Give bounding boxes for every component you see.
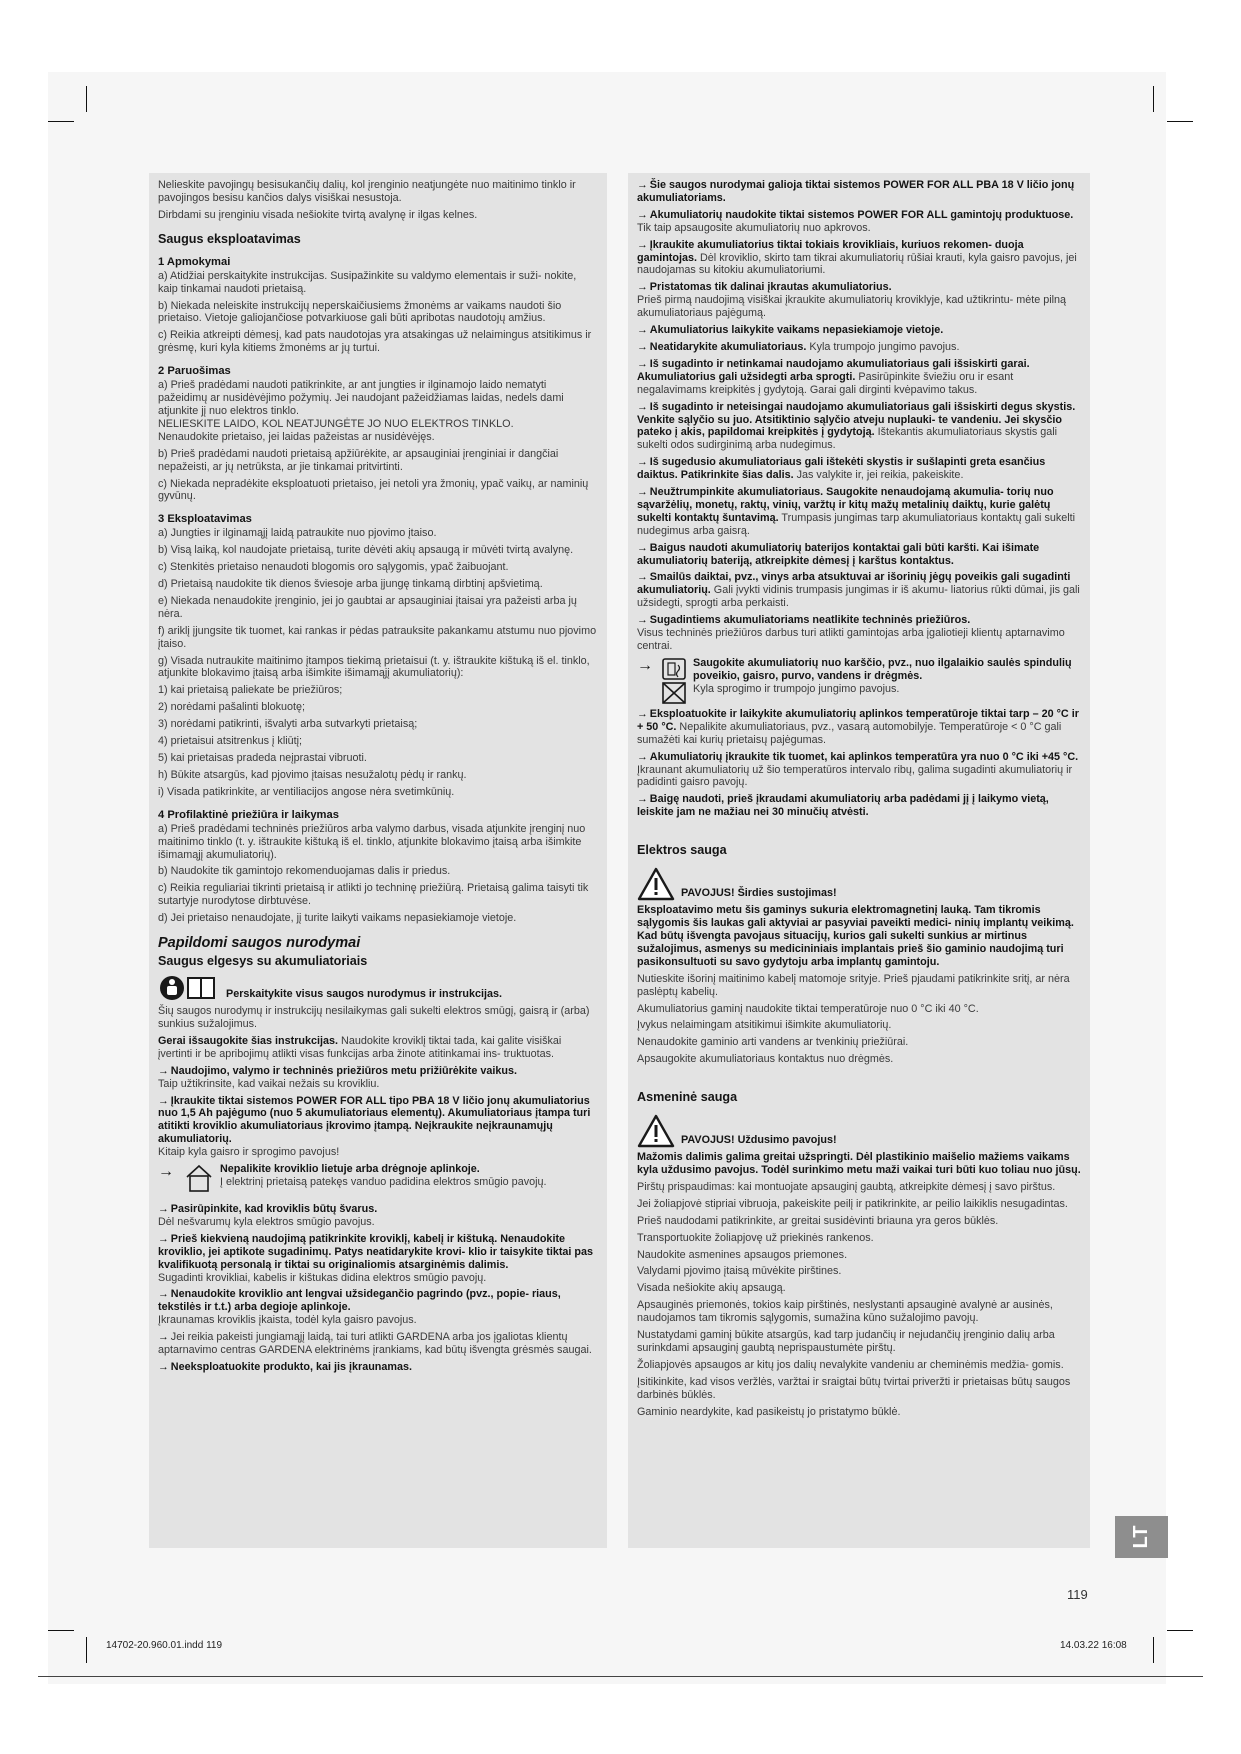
arrow-item: → Saugokite akumuliatorių nuo karščio, pvz., nuo ilgalaikio saulės spindulių poveikio, gaisro, purvo, vandens ir drėgmės. Kyla sprogimo ir trumpojo jungimo pavojus.	[637, 657, 1081, 705]
arrow-item: → Neatidarykite akumuliatoriaus. Kyla trumpojo jungimo pavojus.	[637, 340, 960, 353]
crop-mark	[1153, 86, 1154, 112]
section-title: Asmeninė sauga	[637, 1090, 738, 1105]
arrow-icon: →	[637, 750, 648, 763]
paragraph: a) Jungties ir ilginamąjį laidą patraukite nuo pjovimo įtaiso.	[158, 527, 437, 540]
paragraph: Valydami pjovimo įtaisą mūvėkite pirštines.	[637, 1265, 842, 1278]
arrow-item: → Prieš kiekvieną naudojimą patikrinkite kroviklį, kabelį ir kištuką. Nenaudokite kroviklio, jei aptikote sugadinimų. Patys neatidarykite krovi- klio ir taisykite tiktai pas kvalifikuotą personalą ir tiktai su originaliomis atsarginėmis dalimis. Sugadinti krovikliai, kabelis ir kištukas didina elektros smūgio pavojų.	[158, 1232, 594, 1284]
paragraph: a) Prieš pradėdami techninės priežiūros arba valymo darbus, visada atjunkite įrenginį nuo maitinimo tinklo (t. y. ištraukite kištuką iš el. tinklo, atjunkite blokavimo įtaisą arba išimkite išimamąjį akumuliatorių).	[158, 822, 586, 861]
paragraph: d) Jei prietaiso nenaudojate, jį turite laikyti vaikams nepasiekiamoje vietoje.	[158, 912, 517, 925]
arrow-icon: →	[637, 456, 648, 469]
paragraph: h) Būkite atsargūs, kad pjovimo įtaisas nesužalotų pėdų ir rankų.	[158, 768, 467, 781]
warning-label: PAVOJUS! Širdies sustojimas!	[681, 887, 837, 900]
paragraph: Prieš naudodami patikrinkite, ar greitai susidėvinti briauna yra geros būklės.	[637, 1214, 999, 1227]
arrow-icon: →	[637, 340, 648, 353]
arrow-item: → Naudojimo, valymo ir techninės priežiūros metu prižiūrėkite vaikus. Taip užtikrinsite, kad vaikai nežais su krovikliu.	[158, 1064, 517, 1090]
paragraph: Transportuokite žoliapjovę už priekinės rankenos.	[637, 1231, 874, 1244]
paragraph: Naudokite asmenines apsaugos priemones.	[637, 1248, 848, 1261]
crop-mark	[86, 86, 87, 112]
arrow-icon: →	[637, 179, 648, 191]
arrow-icon: →	[158, 1064, 169, 1077]
arrow-icon: →	[637, 486, 648, 499]
house-rain-icon	[184, 1163, 214, 1193]
section-title-italic: Papildomi saugos nurodymai	[158, 935, 361, 952]
arrow-icon: →	[637, 238, 648, 251]
paragraph: a) Prieš pradėdami naudoti patikrinkite, ar ant jungties ir ilginamojo laido nematyti pažeidimų ar nusidėvėjimo požymių. Jei naudojant pažeidžiamas laidas, nedels dami atjunkite jį nuo elektros tinklo.	[158, 379, 564, 417]
paragraph: f) ariklį įjungsite tik tuomet, kai rankas ir pėdas patrauksite pakankamu atstumu nuo pjovimo įtaiso.	[158, 624, 597, 650]
paragraph: Akumuliatorius gaminį naudokite tiktai temperatūroje nuo 0 °C iki 40 °C.	[637, 1002, 979, 1015]
paragraph: b) Visą laiką, kol naudojate prietaisą, turite dėvėti akių apsaugą ir mūvėti tvirtą avalynę.	[158, 544, 574, 557]
subsection-title: 3 Eksploatavimas	[158, 513, 252, 526]
arrow-item: → Smailūs daiktai, pvz., vinys arba atsuktuvai ar išorinių jėgų poveikis gali sugadinti akumuliatorių. Gali įvykti vidinis trumpasis jungimas ir iš akumu- liatorius rūkti dūmai, jis gali užsidegti, sprogti arba perkaisti.	[637, 571, 1080, 610]
list-item: 4) prietaisui atsitrenkus į kliūtį;	[158, 735, 303, 748]
paragraph: g) Visada nutraukite maitinimo įtampos tiekimą prietaisui (t. y. ištraukite kištuką iš el. tinklo, atjunkite blokavimo įtaisą arba išimkite išimamąjį akumuliatorių):	[158, 654, 590, 680]
paragraph: Gerai išsaugokite šias instrukcijas. Naudokite kroviklį tiktai tada, kai galite visiškai įvertinti ir be apribojimų atlikti visas funkcijas arba žinote atitinkamai ins- truktuotas.	[158, 1034, 562, 1060]
paragraph: Nustatydami gaminį būkite atsargūs, kad tarp judančių ir nejudančių įrenginio dalių arba surinkdami apsauginį gaubtą neprispaustumėte pirštų.	[637, 1329, 1055, 1354]
warning-row	[637, 1114, 1081, 1148]
arrow-icon: →	[158, 1203, 169, 1216]
arrow-icon: →	[158, 1361, 169, 1373]
paragraph: Jei žoliapjovė stipriai vibruoja, pakeiskite peilį ir patikrinkite, ar peilio laikiklis nesugadintas.	[637, 1197, 1068, 1210]
arrow-icon: →	[637, 400, 648, 413]
arrow-item: → Pristatomas tik dalinai įkrautas akumuliatorius. Prieš pirmą naudojimą visiškai įkraukite akumuliatorių kroviklyje, kad užtikrintu- mėte pilną akumuliatoriaus pajėgumą.	[637, 281, 1067, 320]
paragraph: Nenaudokite prietaiso, jei laidas pažeistas ar nusidėvėjęs.	[158, 430, 435, 443]
footer-file: 14702-20.960.01.indd 119	[106, 1640, 223, 1651]
paragraph: Visada nešiokite akių apsaugą.	[637, 1282, 786, 1295]
paragraph: c) Reikia reguliariai tikrinti prietaisą ir atlikti jo techninę priežiūrą. Prietaisą galima taisyti tik sutartyje nurodytose dirbtuvėse.	[158, 882, 589, 908]
arrow-item: → Jei reikia pakeisti jungiamąjį laidą, tai turi atlikti GARDENA arba jos įgaliotas klientų aptarnavimo centras GARDENA elektrinėms įrankiams, kad būtų išvengta grėsmės saugai.	[158, 1331, 592, 1357]
section-title: Saugus eksploatavimas	[158, 231, 301, 246]
arrow-icon: →	[158, 1288, 169, 1301]
arrow-item: → Įkraukite akumuliatorius tiktai tokiais krovikliais, kuriuos rekomen- duoja gamintojas. Dėl kroviklio, skirto tam tikrai akumuliatorių rūšiai krauti, kyla gaisro pavojus, jei naudojamas su kitokiu akumuliatoriumi.	[637, 238, 1077, 277]
paragraph-bold: Eksploatavimo metu šis gaminys sukuria elektromagnetinį lauką. Tam tikromis sąlygomis šis laukas gali aktyviai ar pasyviai paveikti medici- ninių implantų veikimą. Kad būtų išvengta pavojaus situacijų, kurios gali sukelti sunkius ar mirtinus sužalojimus, asmenys su medicininiais implantais prieš šio gaminio naudojimą turi pasikonsultuoti su savo gydytoju arba implantų gamintoju.	[637, 904, 1074, 968]
section-title: Elektros sauga	[637, 843, 727, 858]
warning-label: PAVOJUS! Uždusimo pavojus!	[681, 1134, 837, 1147]
arrow-icon: →	[158, 1331, 169, 1344]
arrow-item: → Nenaudokite kroviklio ant lengvai užsidegančio pagrindo (pvz., popie- riaus, tekstilės ir t.t.) arba degioje aplinkoje. Įkraunamas kroviklis įkaista, todėl kyla gaisro pavojus.	[158, 1288, 561, 1327]
paragraph: b) Niekada neleiskite instrukcijų neperskaičiusiems žmonėms ar vaikams naudoti šio prietaiso. Vietoje galiojančiose potvarkiuose gali būti apribotas naudotojų amžius.	[158, 299, 562, 325]
arrow-icon: →	[158, 1094, 169, 1107]
intro-paragraph: Nelieskite pavojingų besisukančių dalių, kol įrenginio neatjungėte nuo maitinimo tinklo ir pavojingos besisu kančios dalys visiškai nesustoja.	[158, 179, 576, 204]
paragraph: Apsaugokite akumuliatoriaus kontaktus nuo drėgmės.	[637, 1053, 894, 1066]
arrow-icon: →	[637, 281, 648, 294]
arrow-item: → Neeksploatuokite produkto, kai jis įkraunamas.	[158, 1361, 413, 1373]
section-title: Saugus elgesys su akumuliatoriais	[158, 954, 368, 969]
arrow-icon: →	[637, 541, 648, 554]
list-item: 2) norėdami pašalinti blokuotę;	[158, 701, 306, 714]
arrow-icon: →	[637, 571, 648, 584]
paragraph: Žoliapjovės apsaugos ar kitų jos dalių nevalykite vandeniu ar cheminėmis medžia- gomis.	[637, 1358, 1064, 1371]
svg-text:LT: LT	[1130, 1525, 1152, 1549]
paragraph: Gaminio neardykite, kad pasikeistų jo pristatymo būklė.	[637, 1405, 901, 1418]
arrow-item: → Įkraukite tiktai sistemos POWER FOR ALL tipo PBA 18 V ličio jonų akumuliatorius nuo 1,5 Ah pajėgumo (nuo 5 akumuliatoriaus elementų). Akumuliatoriaus įtampa turi atitikti kroviklio akumuliatoriaus įkrovimo įtampą. Neįkraukite neįkraunamųjų akumuliatorių. Kitaip kyla gaisro ir sprogimo pavojus!	[158, 1094, 591, 1159]
paragraph: b) Naudokite tik gamintojo rekomenduojamas dalis ir priedus.	[158, 865, 451, 878]
paragraph: c) Stenkitės prietaiso nenaudoti blogomis oro sąlygomis, ypač žaibuojant.	[158, 561, 509, 574]
paragraph: i) Visada patikrinkite, ar ventiliacijos angose nėra svetimkūnių.	[158, 785, 455, 798]
bottom-rule	[38, 1676, 1203, 1677]
paragraph: Nutieskite išorinį maitinimo kabelį matomoje srityje. Prieš pjaudami patikrinkite sritį, ar nėra paslėptų kabelių.	[637, 972, 1070, 998]
arrow-item: → Iš sugadinto ir netinkamai naudojamo akumuliatoriaus gali išsiskirti garai. Akumuliatorius gali užsidegti arba sprogti. Pasirūpinkite šviežiu oru ir esant negalavimams kreipkitės į gydytoją. Garai gali dirginti kvėpavimo takus.	[637, 357, 1030, 396]
heat-protection-icon	[661, 657, 687, 705]
list-item: 5) kai prietaisas pradeda neįprastai vibruoti.	[158, 752, 367, 764]
arrow-icon: →	[158, 1232, 169, 1245]
arrow-icon: →	[637, 208, 648, 221]
arrow-item: → Pasirūpinkite, kad kroviklis būtų švarus. Dėl nešvarumų kyla elektros smūgio pavojus.	[158, 1203, 378, 1228]
list-item: 1) kai prietaisą paliekate be priežiūros;	[158, 684, 343, 697]
footer-date: 14.03.22 16:08	[1060, 1640, 1127, 1651]
paragraph: Įsitikinkite, kad visos veržlės, varžtai ir sraigtai būtų tvirtai priveržti ir prietaisas būtų saugos darbinės būklės.	[637, 1375, 1071, 1401]
crop-mark	[86, 1637, 87, 1663]
paragraph: c) Reikia atkreipti dėmesį, kad pats naudotojas yra atsakingas už nelaimingus atsitikimus ir grėsmę, kuri kyla kitiems žmonėms ar jų turtui.	[158, 329, 592, 355]
arrow-item: → Baigę naudoti, prieš įkraudami akumuliatorių arba padėdami jį į laikymo vietą, leiskite jam ne mažiau nei 30 minučių atvėsti.	[637, 793, 1049, 819]
read-instructions-bold: Perskaitykite visus saugos nurodymus ir instrukcijas.	[226, 988, 503, 1001]
arrow-item: → Šie saugos nurodymai galioja tiktai sistemos POWER FOR ALL PBA 18 V ličio jonų akumuliatoriams.	[637, 179, 1075, 204]
crop-mark	[1167, 1630, 1193, 1631]
crop-mark	[48, 121, 74, 122]
subsection-title: 1 Apmokymai	[158, 255, 231, 268]
arrow-icon: →	[158, 1163, 174, 1181]
arrow-icon: →	[637, 614, 648, 627]
paragraph: Apsauginės priemonės, tokios kaip pirštinės, neslystanti apsauginė avalynė ar ausinės, naudojamos tam tikromis sąlygomis, sumažina kūno sužalojimo pavojų.	[637, 1299, 1053, 1325]
page-number: 119	[1067, 1587, 1088, 1602]
arrow-item: → Neužtrumpinkite akumuliatoriaus. Saugokite nenaudojamą akumulia- torių nuo sąvaržėlių, monetų, raktų, vinių, varžtų ir kitų mažų metalinių daiktų, kurie galėtų sukelti kontaktų šuntavimą. Trumpasis jungimas tarp akumuliatoriaus kontaktų gali sukelti nudegimus arba gaisrą.	[637, 486, 1076, 537]
crop-mark	[1167, 121, 1193, 122]
intro-paragraph: Dirbdami su įrenginiu visada nešiokite tvirtą avalynę ir ilgas kelnes.	[158, 208, 478, 221]
warning-triangle-icon	[637, 867, 675, 901]
subsection-title: 2 Paruošimas	[158, 365, 231, 378]
arrow-item: → Nepalikite kroviklio lietuje arba drėgnoje aplinkoje. Į elektrinį prietaisą patekęs vanduo padidina elektros smūgio pavojų.	[158, 1163, 598, 1193]
warning-row	[637, 867, 1081, 901]
paragraph: Įvykus nelaimingam atsitikimui išimkite akumuliatorių.	[637, 1019, 892, 1032]
paragraph: b) Prieš pradėdami naudoti prietaisą apžiūrėkite, ar apsauginiai įrenginiai ir dangčiai nepažeisti, ar jų netrūksta, ar jie tinkamai pritvirtinti.	[158, 447, 559, 473]
arrow-item: → Akumuliatorių naudokite tiktai sistemos POWER FOR ALL gamintojų produktuose. Tik taip apsaugosite akumuliatorių nuo apkrovos.	[637, 208, 1074, 234]
arrow-icon: →	[637, 357, 648, 370]
arrow-item: → Eksploatuokite ir laikykite akumuliatorių aplinkos temperatūroje tiktai tarp – 20 °C ir + 50 °C. Nepalikite akumuliatoriaus, pvz., vasarą automobilyje. Temperatūroje < 0 °C gali sumažėti kai kurių prietaisų pajėgumas.	[637, 707, 1079, 746]
paragraph: Šių saugos nurodymų ir instrukcijų nesilaikymas gali sukelti elektros smūgį, gaisrą ir (arba) sunkius sužalojimus.	[158, 1005, 590, 1030]
crop-mark	[1153, 1637, 1154, 1663]
paragraph: a) Atidžiai perskaitykite instrukcijas. Susipažinkite su valdymo elementais ir suži- nokite, kaip tinkamai naudoti prietaisą.	[158, 269, 577, 295]
paragraph: c) Niekada nepradėkite eksploatuoti prietaiso, jei netoli yra žmonių, ypač vaikų, ar naminių gyvūnų.	[158, 477, 589, 503]
read-manual-icon	[158, 974, 218, 1002]
left-column	[149, 173, 607, 1548]
right-column	[628, 173, 1090, 1548]
arrow-item: → Akumuliatorių įkraukite tik tuomet, kai aplinkos temperatūra yra nuo 0 °C iki +45 °C. Įkraunant akumuliatorių už šio temperatūros intervalo ribų, galima sugadinti akumuliatorių ir padidinti gaisro pavojų.	[637, 750, 1079, 789]
arrow-item: → Sugadintiems akumuliatoriams neatlikite techninės priežiūros. Visus techninės priežiūros darbus turi atlikti gamintojas arba įgaliotieji klientų aptarnavimo centrai.	[637, 614, 1065, 652]
read-manual-row	[158, 974, 598, 1002]
paragraph: e) Niekada nenaudokite įrenginio, jei jo gaubtai ar apsauginiai įtaisai yra pažeisti arba jų nėra.	[158, 594, 577, 620]
paragraph: d) Prietaisą naudokite tik dienos šviesoje arba įjungę tinkamą dirbtinį apšvietimą.	[158, 578, 543, 591]
arrow-item: → Baigus naudoti akumuliatorių baterijos kontaktai gali būti karšti. Kai išimate akumuliatorių bateriją, atkreipkite dėmesį į karštus kontaktus.	[637, 541, 1040, 567]
arrow-item: → Iš sugadinto ir neteisingai naudojamo akumuliatoriaus gali išsiskirti degus skystis. Venkite sąlyčio su juo. Atsitiktinio sąlyčio atveju nuplauki- te vandeniu. Jei skysčio pateko į akis, papildomai kreipkitės į gydytoją. Ištekantis akumuliatoriaus skystis gali sukelti odos sudirginimą arba nudegimus.	[637, 400, 1076, 452]
paragraph-bold: Mažomis dalimis galima greitai užspringti. Dėl plastikinio maišelio mažiems vaikams kyla uždusimo pavojus. Todėl surinkimo metu maži vaikai turi būti kuo toliau nuo jūsų.	[637, 1151, 1081, 1177]
arrow-icon: →	[637, 707, 648, 720]
arrow-item: → Akumuliatorius laikykite vaikams nepasiekiamoje vietoje.	[637, 324, 944, 337]
paragraph: Pirštų prispaudimas: kai montuojate apsauginį gaubtą, atkreipkite dėmesį į savo pirštus.	[637, 1180, 1056, 1193]
arrow-icon: →	[637, 793, 648, 806]
crop-mark	[48, 1630, 74, 1631]
arrow-icon: →	[637, 324, 648, 337]
arrow-icon: →	[637, 656, 653, 674]
paragraph: NELIESKITE LAIDO, KOL NEATJUNGĖTE JO NUO ELEKTROS TINKLO.	[158, 417, 514, 430]
language-tab	[1115, 1516, 1168, 1558]
paragraph: Nenaudokite gaminio arti vandens ar tvenkinių priežiūrai.	[637, 1036, 909, 1049]
warning-triangle-icon	[637, 1114, 675, 1148]
language-tab-label	[1115, 1516, 1168, 1558]
arrow-item: → Iš sugedusio akumuliatoriaus gali ištekėti skystis ir sušlapinti greta esančius daiktus. Patikrinkite šias dalis. Jas valykite ir, jei reikia, pakeiskite.	[637, 456, 1046, 482]
subsection-title: 4 Profilaktinė priežiūra ir laikymas	[158, 808, 339, 821]
list-item: 3) norėdami patikrinti, išvalyti arba sutvarkyti prietaisą;	[158, 718, 418, 731]
